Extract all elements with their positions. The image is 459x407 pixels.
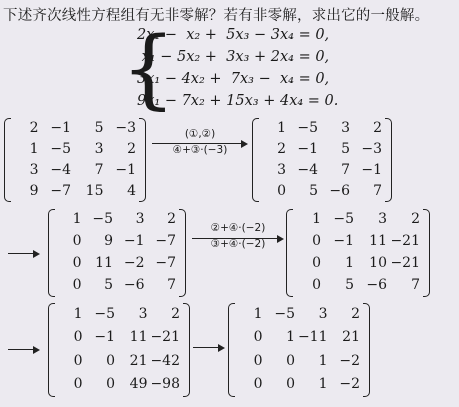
matrix-cell: −6 — [123, 277, 145, 293]
matrix-cell: 5 — [309, 182, 318, 199]
matrix-cell: −2 — [123, 255, 145, 271]
matrix-cell: 1 — [253, 305, 263, 322]
matrix-cell: −4 — [50, 161, 71, 178]
right-bracket — [385, 118, 392, 202]
matrix-cell: 1 — [345, 255, 354, 271]
matrix-cell: 1 — [277, 119, 286, 136]
matrix-cell: −5 — [94, 305, 115, 322]
matrix-cell: −7 — [50, 182, 71, 199]
matrix-cell: 0 — [72, 255, 82, 271]
matrix-cell: 0 — [72, 277, 82, 293]
matrix-cell: 2 — [29, 119, 39, 136]
matrix-cell: 3 — [29, 161, 39, 178]
matrix-cell: 49 — [129, 376, 148, 393]
matrix-cell: 2 — [351, 305, 360, 322]
matrix-cell: −21 — [390, 255, 420, 271]
matrix-cell: −5 — [297, 119, 318, 136]
matrix-cell: 0 — [286, 376, 295, 393]
matrix-cell: 11 — [129, 329, 148, 346]
matrix-cell: −2 — [339, 352, 360, 369]
matrix-cell: 2 — [411, 211, 420, 227]
matrix-cell: 3 — [135, 211, 145, 227]
matrix-cell: 0 — [253, 352, 263, 369]
matrix-cell: 2 — [277, 140, 286, 157]
matrix-final — [228, 303, 370, 397]
matrix-cell: 11 — [369, 233, 387, 249]
matrix-cell: −11 — [297, 329, 328, 346]
matrix-cell: 11 — [95, 255, 113, 271]
matrix-cell: 10 — [369, 255, 387, 271]
equation-1: 2x₁ − x₂ + 5x₃ − 3x₄ = 0, — [137, 27, 330, 43]
matrix-cell: −5 — [274, 305, 295, 322]
matrix-cell: 0 — [253, 329, 263, 346]
equation-system — [121, 19, 341, 119]
matrix-cell: 1 — [72, 211, 82, 227]
op-label-1b: ④+③·(−3) — [172, 144, 228, 156]
matrix-cell: 0 — [312, 233, 321, 249]
continuation-arrow-2 — [8, 349, 38, 350]
matrix-cell: 0 — [73, 329, 83, 346]
matrix-cell: 0 — [253, 376, 263, 393]
equation-2: x₁ − 5x₂ + 3x₃ + 2x₄ = 0, — [137, 49, 330, 65]
left-brace: { — [121, 19, 176, 119]
matrix-cell: −42 — [150, 352, 180, 369]
matrix-cell: −3 — [115, 119, 136, 136]
matrix-cell: −1 — [361, 161, 382, 178]
matrix-cell: 5 — [341, 140, 350, 157]
matrix-cell: −1 — [333, 233, 354, 249]
matrix-cell: −1 — [115, 161, 136, 178]
transform-arrow-3 — [193, 347, 223, 348]
matrix-cell: 1 — [286, 329, 295, 346]
matrix-cell: −1 — [50, 119, 71, 136]
matrix-cell: 3 — [94, 140, 104, 157]
matrix-cell: 7 — [373, 182, 382, 199]
matrix-cell: 7 — [94, 161, 104, 178]
matrix-cell: −21 — [150, 329, 180, 346]
matrix-cell: 0 — [72, 233, 82, 249]
matrix-cell: 1 — [73, 305, 83, 322]
op-label-2a: ②+④·(−2) — [210, 222, 266, 234]
matrix-step-2 — [48, 209, 186, 297]
matrix-cell: 0 — [106, 352, 115, 369]
right-bracket — [179, 209, 186, 297]
op-label-2b: ③+④·(−2) — [210, 238, 266, 250]
matrix-cell: −1 — [94, 329, 115, 346]
matrix-cell: −5 — [333, 211, 354, 227]
matrix-cell: 2 — [373, 119, 382, 136]
right-bracket — [183, 303, 190, 397]
matrix-cell: 0 — [312, 255, 321, 271]
matrix-cell: 0 — [73, 352, 83, 369]
matrix-cell: 5 — [94, 119, 104, 136]
matrix-cell: 21 — [342, 329, 360, 346]
matrix-cell: 2 — [171, 305, 180, 322]
matrix-cell: −6 — [329, 182, 350, 199]
matrix-cell: 3 — [277, 161, 286, 178]
matrix-cell: 5 — [345, 277, 354, 293]
matrix-cell: 0 — [277, 182, 286, 199]
matrix-cell: −7 — [155, 255, 176, 271]
matrix-cell: −7 — [155, 233, 176, 249]
matrix-cell: −2 — [339, 376, 360, 393]
right-bracket — [423, 209, 430, 297]
matrix-cell: 9 — [104, 233, 113, 249]
problem-statement: 下述齐次线性方程组有无非零解？若有非零解，求出它的一般解。 — [3, 8, 430, 24]
matrix-cell: 3 — [318, 305, 328, 322]
matrix-cell: 0 — [73, 376, 83, 393]
matrix-cell: −6 — [366, 277, 387, 293]
equation-3: 3x₁ − 4x₂ + 7x₃ − x₄ = 0, — [137, 71, 330, 87]
matrix-step-3 — [286, 209, 430, 297]
right-bracket — [363, 303, 370, 397]
equation-4: 9x₁ − 7x₂ + 15x₃ + 4x₄ = 0. — [137, 93, 339, 109]
matrix-step-1 — [252, 118, 392, 202]
matrix-cell: 15 — [85, 182, 104, 199]
matrix-cell: 1 — [318, 352, 328, 369]
matrix-cell: 9 — [29, 182, 39, 199]
matrix-cell: 3 — [378, 211, 387, 227]
matrix-cell: 2 — [127, 140, 136, 157]
matrix-cell: −1 — [123, 233, 145, 249]
matrix-cell: 2 — [167, 211, 176, 227]
matrix-cell: 7 — [167, 277, 176, 293]
matrix-cell: −3 — [361, 140, 382, 157]
op-label-1a: (①,②) — [184, 128, 216, 140]
matrix-cell: 0 — [106, 376, 115, 393]
matrix-cell: −1 — [297, 140, 318, 157]
continuation-arrow-1 — [8, 253, 38, 254]
matrix-cell: 7 — [411, 277, 420, 293]
matrix-cell: 1 — [312, 211, 321, 227]
matrix-step-4 — [48, 303, 190, 397]
matrix-cell: 0 — [312, 277, 321, 293]
right-bracket — [139, 118, 146, 202]
matrix-cell: 21 — [129, 352, 148, 369]
matrix-original — [4, 118, 146, 202]
matrix-cell: −4 — [297, 161, 318, 178]
matrix-cell: 3 — [341, 119, 350, 136]
matrix-cell: 1 — [29, 140, 39, 157]
matrix-cell: 7 — [341, 161, 350, 178]
matrix-cell: −5 — [92, 211, 113, 227]
matrix-cell: 1 — [318, 376, 328, 393]
matrix-cell: −98 — [150, 376, 180, 393]
matrix-cell: 5 — [104, 277, 113, 293]
matrix-cell: 0 — [286, 352, 295, 369]
matrix-cell: −5 — [50, 140, 71, 157]
matrix-cell: 3 — [138, 305, 148, 322]
matrix-cell: −21 — [390, 233, 420, 249]
matrix-cell: 4 — [127, 182, 136, 199]
